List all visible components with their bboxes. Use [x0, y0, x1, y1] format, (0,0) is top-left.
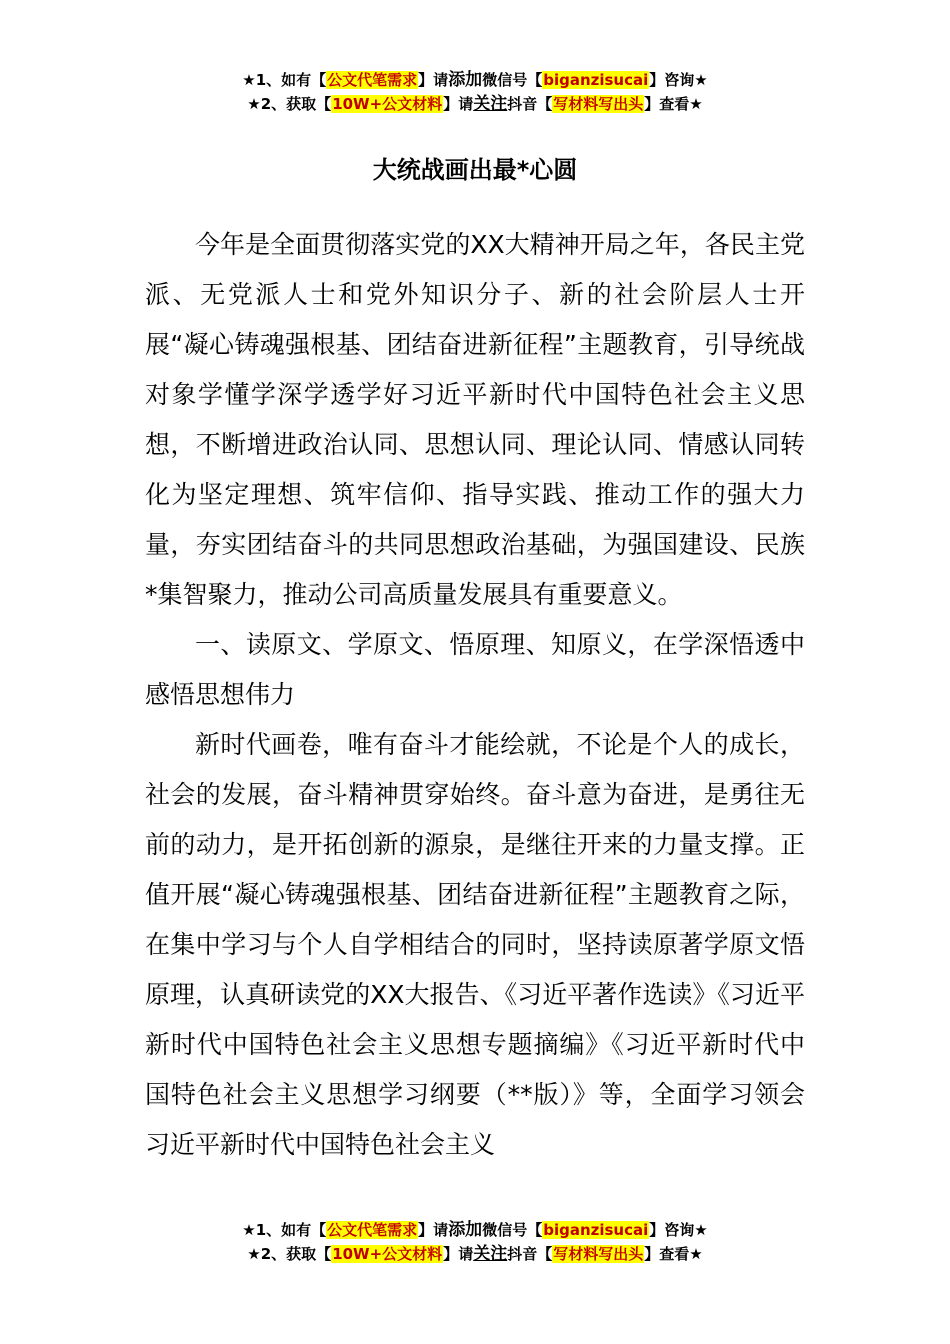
wechat-id: biganzisucai: [543, 71, 649, 89]
promo-text: 】请: [418, 71, 449, 89]
wechat-id: biganzisucai: [543, 1221, 649, 1239]
promo-line-1: [0, 1218, 950, 1242]
promo-text: ★1、如有【: [242, 71, 327, 89]
promo-text: 】请: [418, 1221, 449, 1239]
promo-text: ★1、如有【: [242, 1221, 327, 1239]
promo-text: 】查看★: [644, 1245, 703, 1263]
promo-text: 抖音【: [507, 95, 553, 113]
promo-line-1: [0, 68, 950, 92]
promo-text: 】请: [443, 1245, 474, 1263]
promo-highlight: 公文代笔需求: [327, 71, 418, 89]
bottom-promo-banner: [0, 1218, 950, 1266]
promo-text: ★2、获取【: [247, 1245, 332, 1263]
paragraph: 新时代画卷，唯有奋斗才能绘就，不论是个人的成长，社会的发展，奋斗精神贯穿始终。奋斗意为奋进，是勇往无前的动力，是开拓创新的源泉，是继往开来的力量支撑。正值开展“凝心铸魂强根基、团结奋进新征程”主题教育之际，在集中学习与个人自学相结合的同时，坚持读原著学原文悟原理，认真研读党的XX大报告、《习近平著作选读》《习近平新时代中国特色社会主义思想专题摘编》《习近平新时代中国特色社会主义思想学习纲要（**版）》等，全面学习领会习近平新时代中国特色社会主义: [145, 730, 805, 1159]
douyin-account: 写材料写出头: [553, 95, 644, 113]
document-body: [145, 220, 805, 1170]
promo-emphasis: 关注: [473, 1244, 508, 1264]
document-title: 大统战画出最*心圆: [372, 156, 578, 184]
promo-emphasis: 添加: [448, 1220, 483, 1240]
promo-text: 微信号【: [482, 1221, 543, 1239]
promo-text: 微信号【: [482, 71, 543, 89]
promo-text: 】咨询★: [649, 71, 708, 89]
promo-highlight: 10W+公文材料: [332, 95, 443, 113]
top-promo-banner: [0, 68, 950, 116]
paragraph: 今年是全面贯彻落实党的XX大精神开局之年，各民主党派、无党派人士和党外知识分子、新的社会阶层人士开展“凝心铸魂强根基、团结奋进新征程”主题教育，引导统战对象学懂学深学透学好习近平新时代中国特色社会主义思想，不断增进政治认同、思想认同、理论认同、情感认同转化为坚定理想、筑牢信仰、指导实践、推动工作的强大力量，夯实团结奋斗的共同思想政治基础，为强国建设、民族*集智聚力，推动公司高质量发展具有重要意义。: [145, 230, 805, 609]
promo-text: 】请: [443, 95, 474, 113]
promo-emphasis: 关注: [473, 94, 508, 114]
promo-highlight: 10W+公文材料: [332, 1245, 443, 1263]
promo-line-2: [0, 92, 950, 116]
section-heading: 一、读原文、学原文、悟原理、知原义，在学深悟透中感悟思想伟力: [145, 630, 805, 709]
douyin-account: 写材料写出头: [553, 1245, 644, 1263]
promo-text: ★2、获取【: [247, 95, 332, 113]
promo-highlight: 公文代笔需求: [327, 1221, 418, 1239]
promo-emphasis: 添加: [448, 70, 483, 90]
promo-text: 抖音【: [507, 1245, 553, 1263]
promo-line-2: [0, 1242, 950, 1266]
promo-text: 】咨询★: [649, 1221, 708, 1239]
promo-text: 】查看★: [644, 95, 703, 113]
